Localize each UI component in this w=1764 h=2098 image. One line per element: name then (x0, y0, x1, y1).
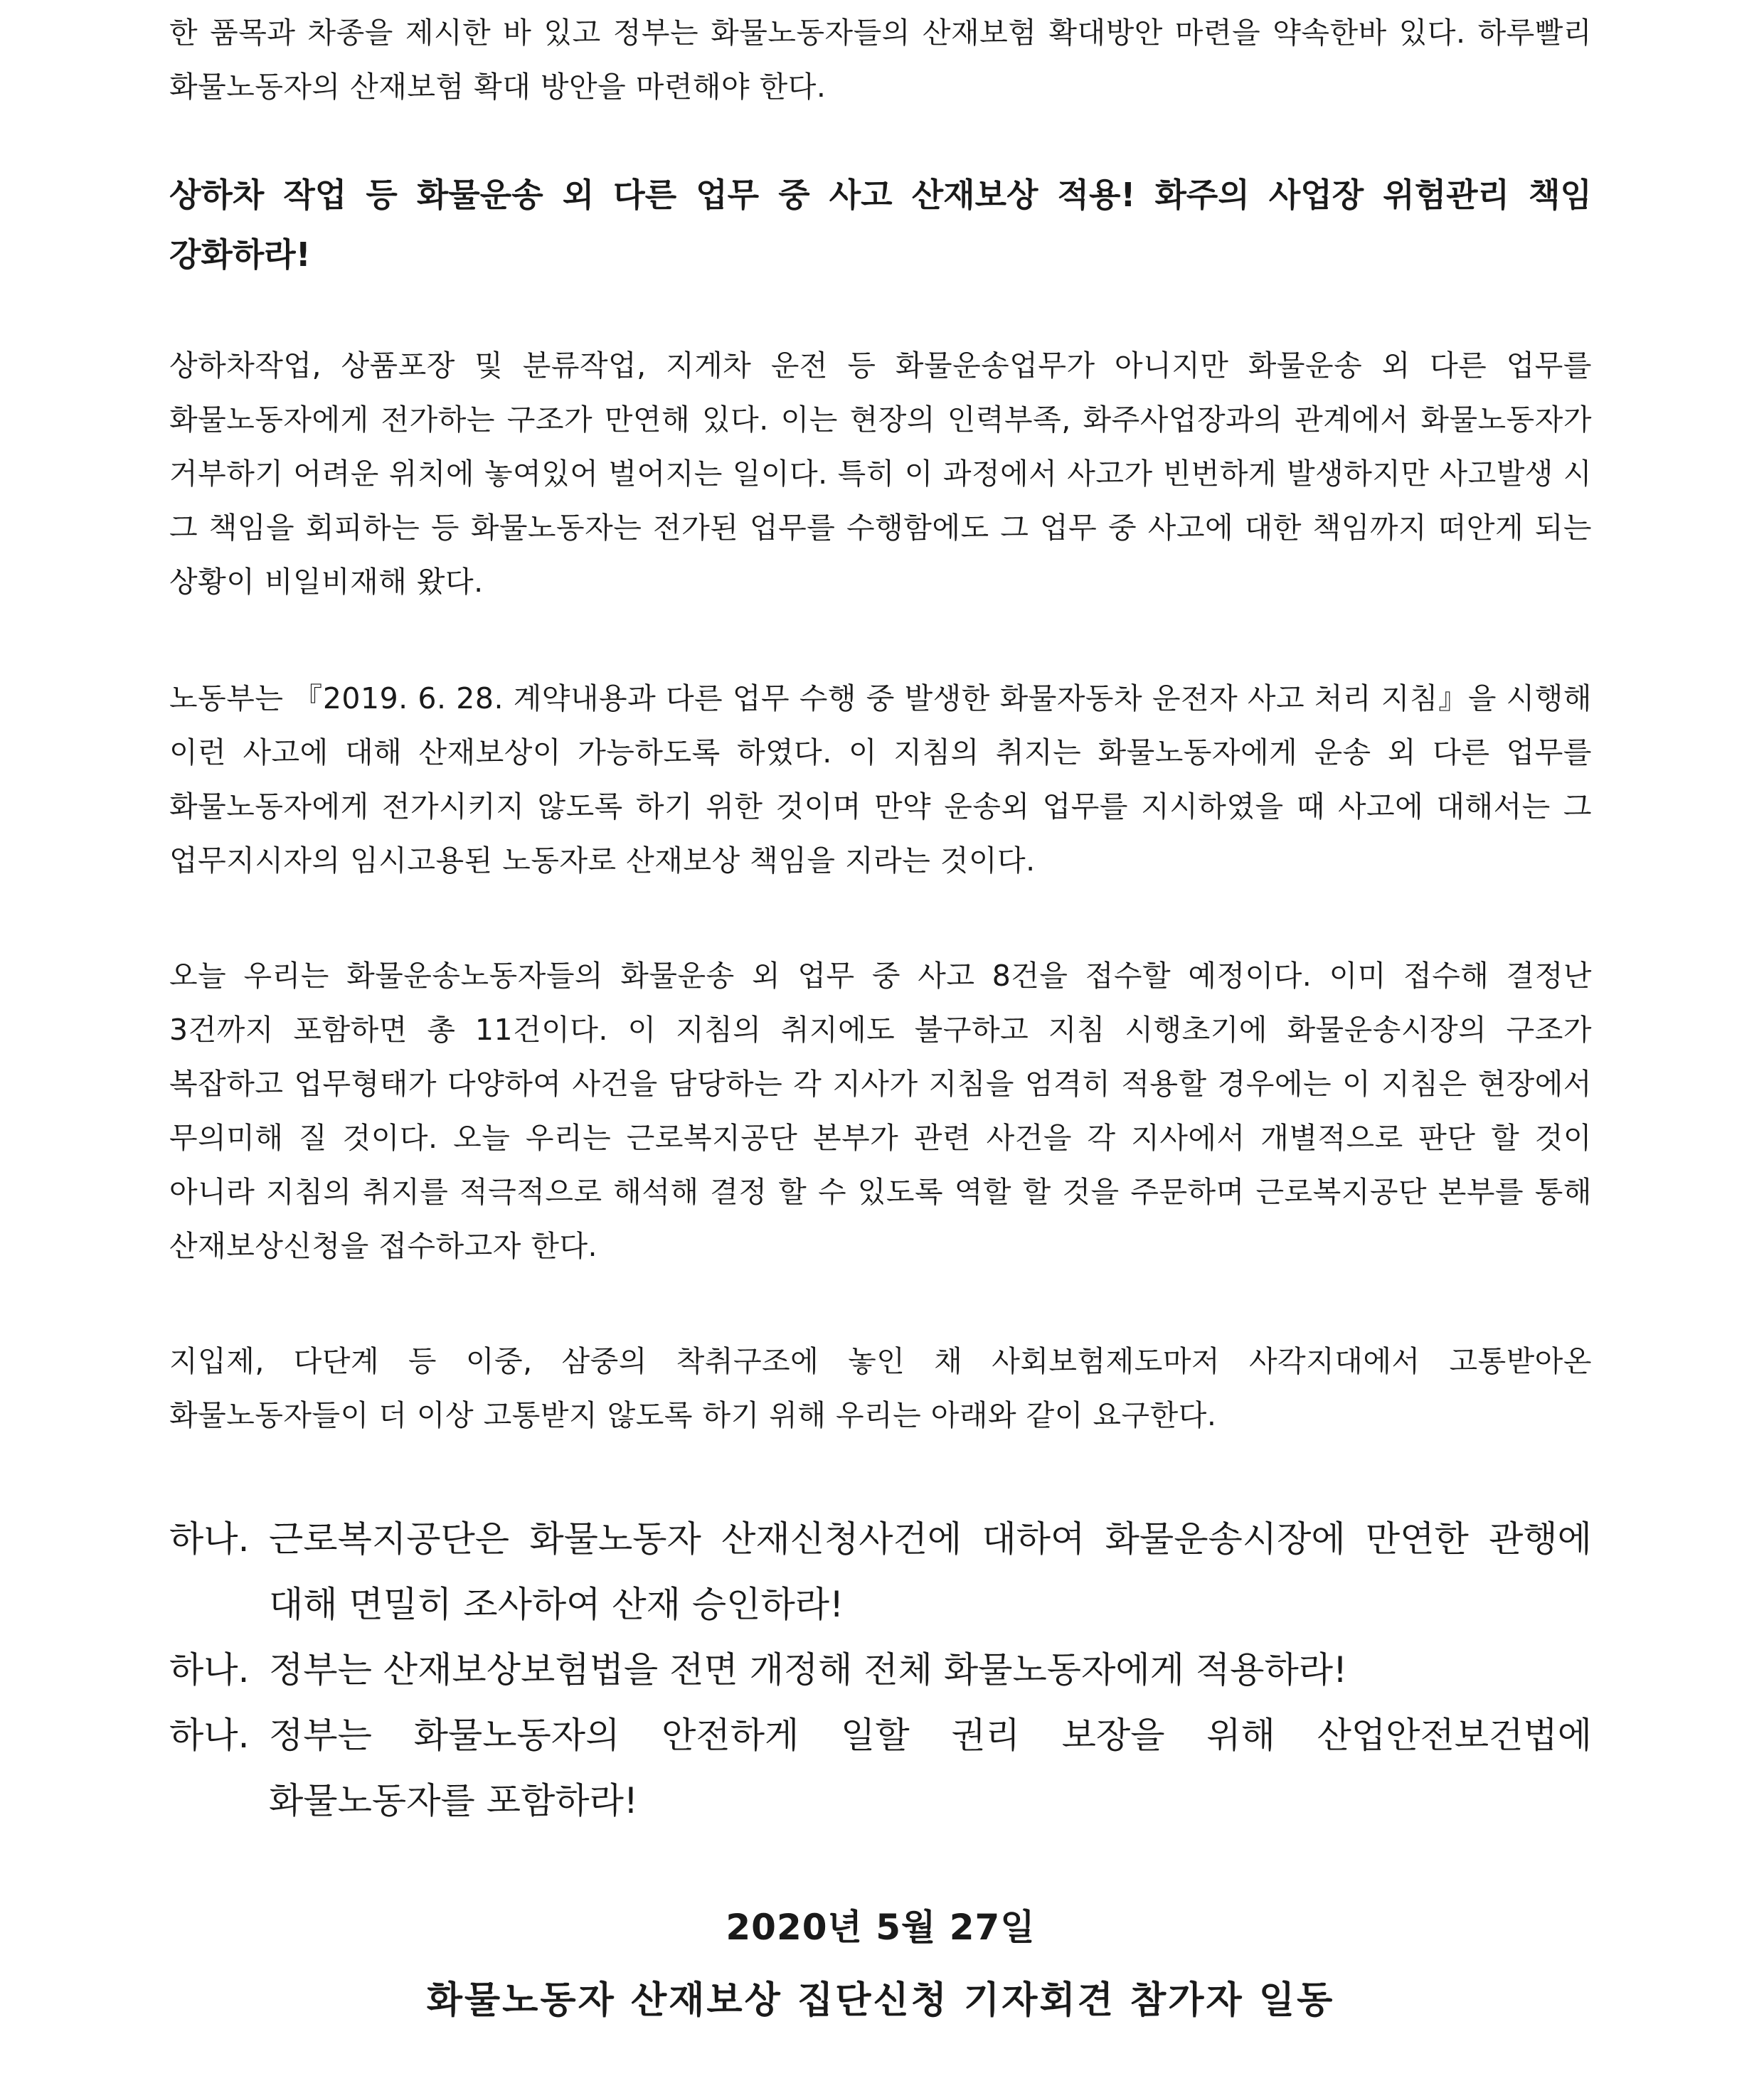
demand-item-3 (169, 1703, 1592, 1833)
body-paragraph-3: 오늘 우리는 화물운송노동자들의 화물운송 외 업무 중 사고 8건을 접수할 예정이다. 이미 접수해 결정난 3건까지 포함하면 총 11건이다. 이 지침의 취지에도 불구하고 지침 시행초기에 화물운송시장의 구조가 복잡하고 업무형태가 다양하여 사건을 담당하는 각 지사가 지침을 엄격히 적용할 경우에는 이 지침은 현장에서 무의미해 질 것이다. 오늘 우리는 근로복지공단 본부가 관련 사건을 각 지사에서 개별적으로 판단 할 것이 아니라 지침의 취지를 적극적으로 해석해 결정 할 수 있도록 역할 할 것을 주문하며 근로복지공단 본부를 통해 산재보상신청을 접수하고자 한다. (169, 959, 1592, 1263)
intro-paragraph: 한 품목과 차종을 제시한 바 있고 정부는 화물노동자들의 산재보험 확대방안 마련을 약속한바 있다. 하루빨리 화물노동자의 산재보험 확대 방안을 마련해야 한다. (169, 16, 1592, 104)
demand-item-2 (169, 1637, 1592, 1703)
body-paragraph-1: 상하차작업, 상품포장 및 분류작업, 지게차 운전 등 화물운송업무가 아니지만 화물운송 외 다른 업무를 화물노동자에게 전가하는 구조가 만연해 있다. 이는 현장의 인력부족, 화주사업장과의 관계에서 화물노동자가 거부하기 어려운 위치에 놓여있어 벌어지는 일이다. 특히 이 과정에서 사고가 빈번하게 발생하지만 사고발생 시 그 책임을 회피하는 등 화물노동자는 전가된 업무를 수행함에도 그 업무 중 사고에 대한 책임까지 떠안게 되는 상황이 비일비재해 왔다. (169, 348, 1592, 599)
demand-text: 정부는 산재보상보험법을 전면 개정해 전체 화물노동자에게 적용하라! (269, 1649, 1348, 1690)
demand-prefix: 하나. (169, 1649, 250, 1690)
demand-prefix: 하나. (169, 1715, 250, 1756)
body-paragraph-2: 노동부는 『2019. 6. 28. 계약내용과 다른 업무 수행 중 발생한 화물자동차 운전자 사고 처리 지침』을 시행해 이런 사고에 대해 산재보상이 가능하도록 하였다. 이 지침의 취지는 화물노동자에게 운송 외 다른 업무를 화물노동자에게 전가시키지 않도록 하기 위한 것이며 만약 운송외 업무를 지시하였을 때 사고에 대해서는 그 업무지시자의 임시고용된 노동자로 산재보상 책임을 지라는 것이다. (169, 681, 1592, 878)
document-signature: 화물노동자 산재보상 집단신청 기자회견 참가자 일동 (426, 1979, 1335, 2022)
document-date: 2020년 5월 27일 (726, 1907, 1036, 1948)
body-paragraph-4: 지입제, 다단계 등 이중, 삼중의 착취구조에 놓인 채 사회보험제도마저 사각지대에서 고통받아온 화물노동자들이 더 이상 고통받지 않도록 하기 위해 우리는 아래와 같이 요구한다. (169, 1344, 1592, 1432)
demand-item-1 (169, 1506, 1592, 1637)
demand-text: 근로복지공단은 화물노동자 산재신청사건에 대하여 화물운송시장에 만연한 관행에 대해 면밀히 조사하여 산재 승인하라! (269, 1518, 1592, 1625)
section-heading: 상하차 작업 등 화물운송 외 다른 업무 중 사고 산재보상 적용! 화주의 사업장 위험관리 책임 강화하라! (169, 176, 1592, 274)
demands-list (169, 1506, 1592, 1833)
demand-prefix: 하나. (169, 1518, 250, 1560)
demand-text: 정부는 화물노동자의 안전하게 일할 권리 보장을 위해 산업안전보건법에 화물노동자를 포함하라! (269, 1715, 1592, 1821)
